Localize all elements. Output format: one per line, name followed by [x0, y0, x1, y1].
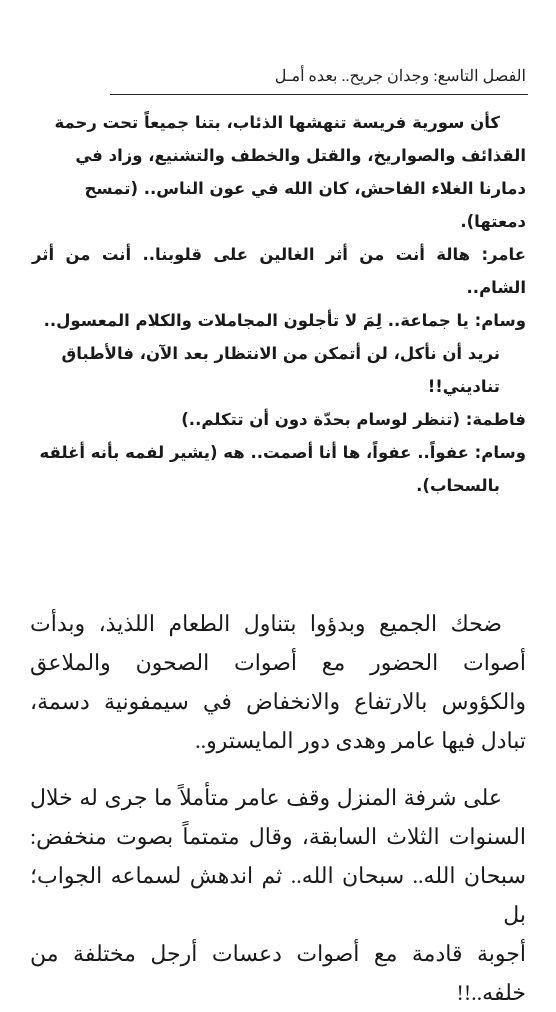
narration-line: سبحان الله.. سبحان الله.. ثم اندهش لسماعه الجواب؛ بل — [30, 863, 526, 927]
header-rule — [110, 94, 528, 95]
dialogue-line: عامر: هالة أنت من أثر الغالين على قلوبنا.. أنت من أثر الشام.. — [32, 245, 526, 297]
dialogue-block — [32, 106, 526, 502]
narration-line: والكؤوس بالارتفاع والانخفاض في سيمفونية دسمة، — [30, 689, 526, 714]
narration-block — [30, 604, 526, 1012]
running-header: الفصل التاسع: وجدان جريح.. بعده أمـل — [274, 68, 526, 85]
narration-line: ضحك الجميع وبدؤوا بتناول الطعام اللذيذ، وبدأت — [30, 611, 502, 636]
narration-line: على شرفة المنزل وقف عامر متأملاً ما جرى له خلال — [30, 785, 502, 810]
narration-line: أصوات الحضور مع أصوات الصحون والملاعق — [30, 650, 526, 675]
dialogue-line: كأن سورية فريسة تنهشها الذئاب، بتنا جميعاً تحت رحمة — [54, 113, 500, 132]
dialogue-line: وسام: يا جماعة.. لِمَ لا تأجلون المجاملات والكلام المعسول.. — [43, 311, 526, 330]
dialogue-line: وسام: عفواً.. عفواً، ها أنا أصمت.. هه (يشير لفمه بأنه أغلقه — [39, 443, 526, 462]
narration-line: تبادل فيها عامر وهدى دور المايسترو.. — [195, 728, 526, 753]
dialogue-line: فاطمة: (تنظر لوسام بحدّة دون أن تتكلم..) — [181, 410, 526, 429]
narration-line: السنوات الثلاث السابقة، وقال متمتماً بصوت منخفض: — [30, 824, 526, 849]
dialogue-line: دمارنا الغلاء الفاحش، كان الله في عون الناس.. (تمسح — [84, 179, 526, 198]
dialogue-line: دمعتها). — [460, 212, 526, 231]
dialogue-line: بالسحاب). — [416, 476, 500, 495]
narration-line: أجوبة قادمة مع أصوات دعسات أرجل مختلفة من خلفه..!! — [30, 941, 526, 1005]
dialogue-line: القذائف والصواريخ، والقتل والخطف والتشنيع، وزاد في — [75, 146, 526, 165]
dialogue-line: تناديني!! — [427, 377, 500, 396]
dialogue-line: نريد أن نأكل، لن أتمكن من الانتظار بعد الآن، فالأطباق — [61, 344, 500, 363]
